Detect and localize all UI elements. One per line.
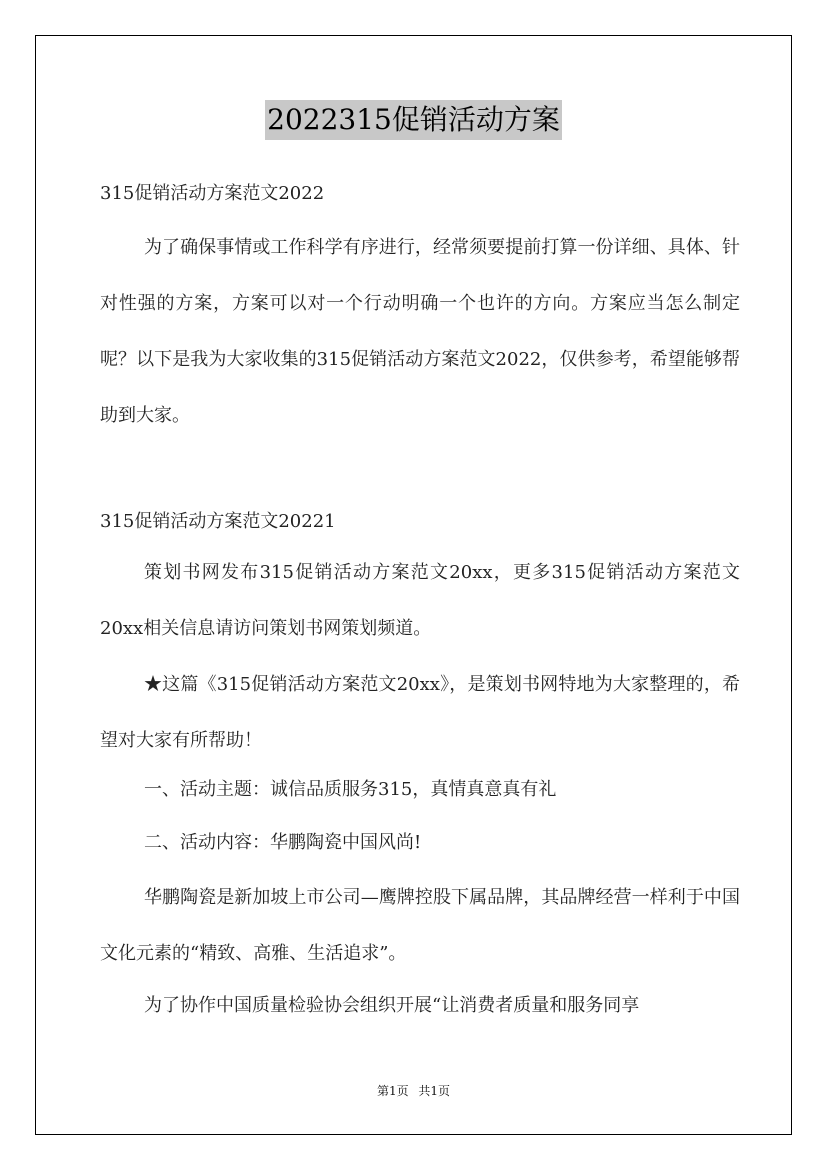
section-heading-1: 315促销活动方案范文2022 [100, 183, 325, 204]
body-paragraph: ★这篇《315促销活动方案范文20xx》，是策划书网特地为大家整理的，希望对大家有所帮助！ [100, 674, 740, 751]
document-title: 2022315促销活动方案 [265, 100, 562, 140]
body-paragraph: 华鹏陶瓷是新加坡上市公司—鹰牌控股下属品牌，其品牌经营一样利于中国文化元素的“精致、高雅、生活追求”。 [100, 887, 740, 964]
page-total: 共1页 [418, 1084, 451, 1098]
body-paragraph: 策划书网发布315促销活动方案范文20xx，更多315促销活动方案范文20xx相关信息请访问策划书网策划频道。 [100, 562, 740, 639]
activity-theme: 一、活动主题：诚信品质服务315，真情真意真有礼 [144, 779, 557, 800]
section-heading-2: 315促销活动方案范文20221 [100, 511, 336, 532]
page-footer [0, 1082, 827, 1099]
intro-paragraph: 为了确保事情或工作科学有序进行，经常须要提前打算一份详细、具体、针对性强的方案，方案可以对一个行动明确一个也许的方向。方案应当怎么制定呢？以下是我为大家收集的315促销活动方案范文2022，仅供参考，希望能够帮助到大家。 [100, 237, 740, 426]
body-paragraph: 为了协作中国质量检验协会组织开展“让消费者质量和服务同享 [144, 995, 640, 1016]
activity-content: 二、活动内容：华鹏陶瓷中国风尚! [144, 832, 422, 853]
page-number: 第1页 [376, 1084, 409, 1098]
title-container [0, 100, 827, 140]
